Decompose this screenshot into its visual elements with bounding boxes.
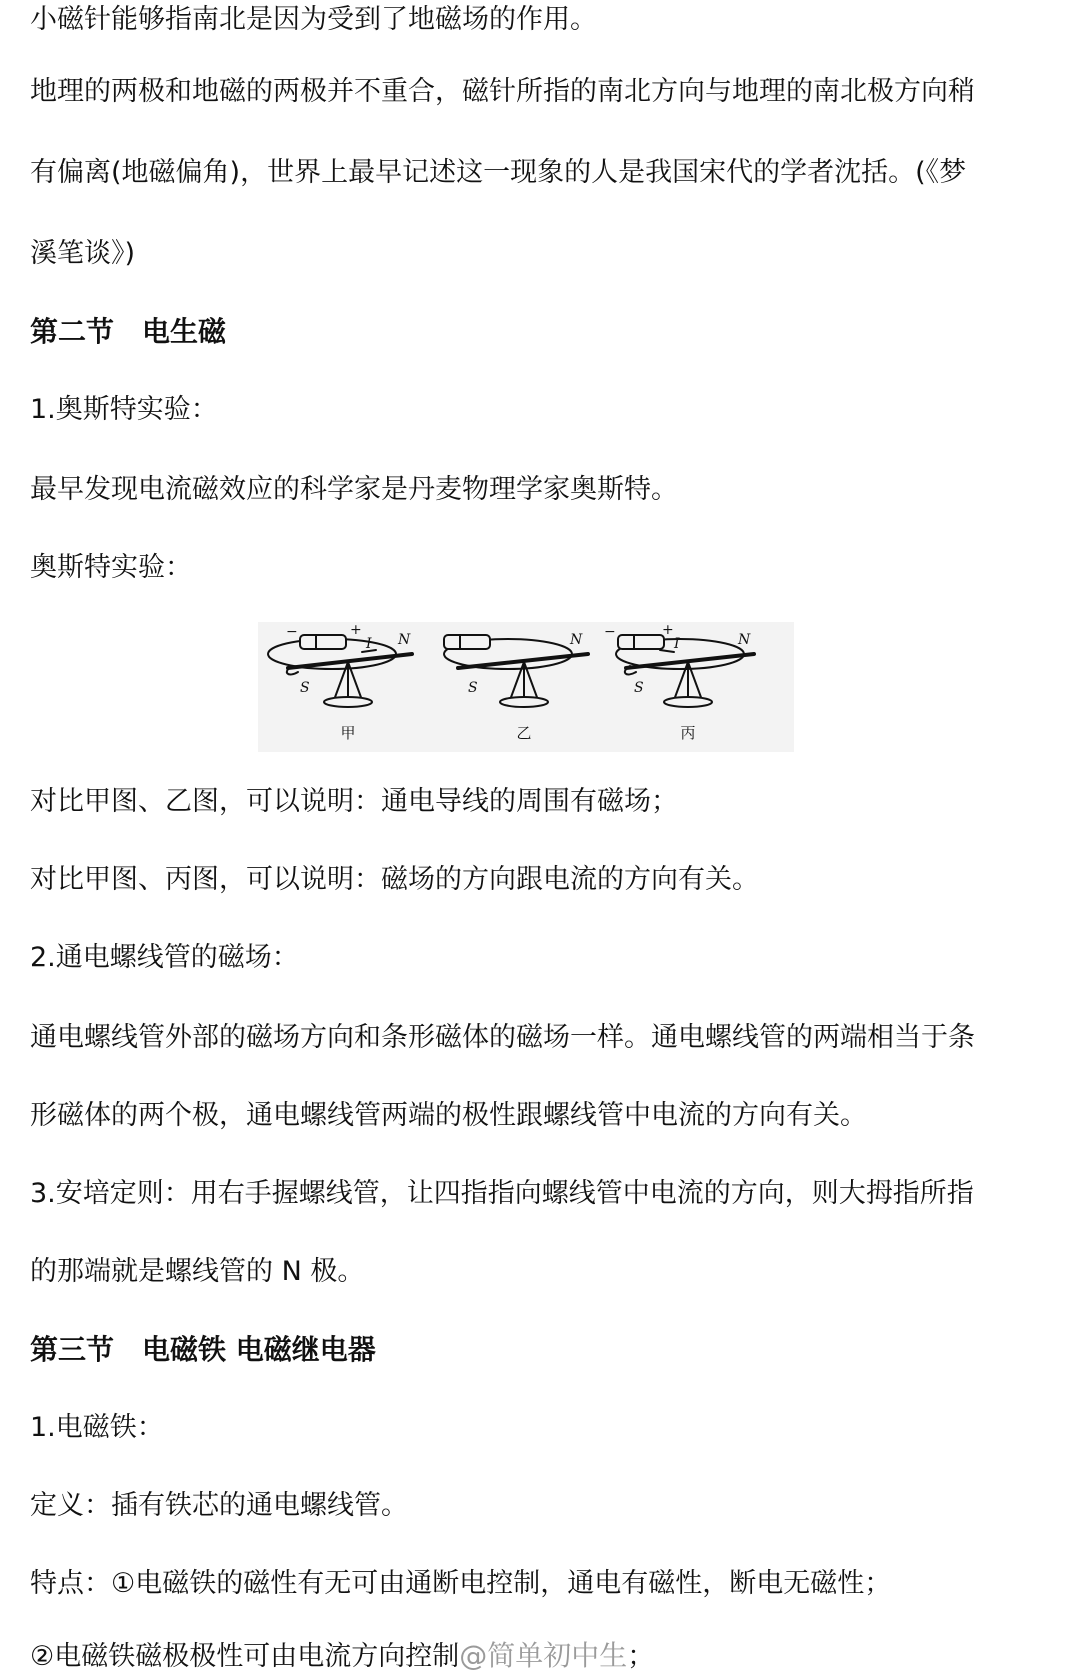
figure-label-bing: 丙	[680, 724, 696, 742]
south-label-jia: S	[300, 680, 310, 696]
south-label-bing: S	[634, 680, 644, 696]
oersted-text: 最早发现电流磁效应的科学家是丹麦物理学家奥斯特。	[30, 474, 678, 505]
figure-label-jia: 甲	[340, 724, 356, 742]
current-label-bing: I	[674, 636, 680, 652]
plus-sign-bing: +	[662, 622, 674, 638]
stand-base-jia	[324, 697, 372, 707]
compare-1: 对比甲图、乙图，可以说明：通电导线的周围有磁场；	[30, 786, 678, 817]
solenoid-text-1: 通电螺线管外部的磁场方向和条形磁体的磁场一样。通电螺线管的两端相当于条	[30, 1022, 975, 1053]
oersted-label: 奥斯特实验：	[30, 552, 192, 583]
intro-line-4: 溪笔谈》)	[30, 238, 136, 269]
north-label-yi: N	[570, 632, 583, 648]
stand-base-bing	[664, 697, 712, 707]
current-label-jia: I	[366, 636, 372, 652]
ampere-rule-1: 3.安培定则：用右手握螺线管，让四指指向螺线管中电流的方向，则大拇指所指	[30, 1178, 974, 1209]
north-label-jia: N	[398, 632, 411, 648]
electromagnet-feature-2	[30, 1636, 654, 1677]
south-label-yi: S	[468, 680, 478, 696]
battery-yi	[444, 635, 490, 649]
watermark: @简单初中生	[459, 1639, 628, 1672]
plus-sign-jia: +	[350, 622, 362, 638]
ampere-rule-2: 的那端就是螺线管的 N 极。	[30, 1256, 365, 1287]
minus-sign-jia: −	[286, 624, 298, 640]
intro-line-2: 地理的两极和地磁的两极并不重合，磁针所指的南北方向与地理的南北极方向稍	[30, 76, 975, 107]
electromagnet-feature-1: 特点：①电磁铁的磁性有无可由通断电控制，通电有磁性，断电无磁性；	[30, 1568, 892, 1599]
electromagnet-definition: 定义：插有铁芯的通电螺线管。	[30, 1490, 408, 1521]
stand-base-yi	[500, 697, 548, 707]
feature-2-end: ；	[627, 1641, 655, 1672]
section-3-title: 第三节 电磁铁 电磁继电器	[30, 1333, 376, 1366]
figure-label-yi: 乙	[516, 724, 532, 742]
feature-2-text: ②电磁铁磁极极性可由电流方向控制	[30, 1641, 460, 1672]
battery-bing	[618, 635, 664, 649]
electromagnet-title: 1.电磁铁：	[30, 1412, 164, 1443]
minus-sign-bing: −	[604, 624, 616, 640]
intro-line-1: 小磁针能够指南北是因为受到了地磁场的作用。	[30, 4, 597, 35]
compare-2: 对比甲图、丙图，可以说明：磁场的方向跟电流的方向有关。	[30, 864, 759, 895]
intro-line-3: 有偏离(地磁偏角)，世界上最早记述这一现象的人是我国宋代的学者沈括。(《梦	[30, 157, 967, 188]
battery-jia	[300, 635, 346, 649]
solenoid-title: 2.通电螺线管的磁场：	[30, 942, 299, 973]
north-label-bing: N	[738, 632, 751, 648]
section-2-title: 第二节 电生磁	[30, 315, 227, 348]
oersted-experiment-figure	[258, 622, 794, 752]
solenoid-text-2: 形磁体的两个极，通电螺线管两端的极性跟螺线管中电流的方向有关。	[30, 1100, 867, 1131]
oersted-title: 1.奥斯特实验：	[30, 394, 218, 425]
